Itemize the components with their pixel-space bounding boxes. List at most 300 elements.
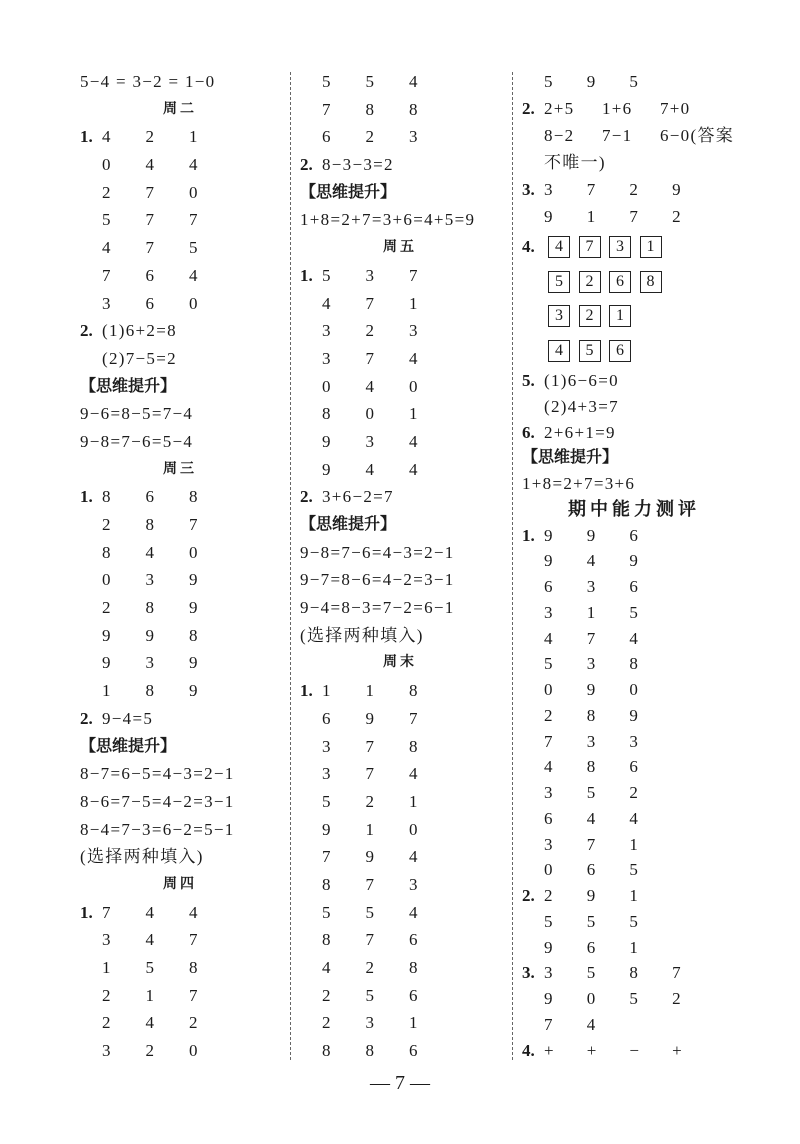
answer-digit: 2 (322, 1013, 332, 1033)
answer-row (522, 909, 746, 935)
answer-cells (102, 206, 233, 234)
answer-cells (322, 400, 453, 428)
answer-digit: 5 (629, 602, 640, 622)
answer-line: 8−4=7−3=6−2=5−1 (80, 819, 235, 839)
answer-line: 5−4 = 3−2 = 1−0 (80, 72, 216, 91)
answer-digit: 1+6 (602, 99, 633, 118)
answer-digit: 7 (586, 628, 597, 648)
answer-row (80, 954, 280, 982)
thinking-banner: 【思维提升】 (522, 449, 619, 467)
answer-row (80, 483, 280, 511)
answer-row (522, 203, 746, 230)
answer-digit: 4 (586, 808, 597, 828)
answer-cells (102, 677, 233, 705)
answer-digit: 3 (629, 731, 640, 751)
answer-cells (102, 483, 233, 511)
column-divider-right (512, 72, 513, 1060)
answer-row (522, 935, 746, 961)
answer-digit: 2 (365, 127, 376, 147)
answer-row (300, 483, 500, 511)
answer-row (80, 234, 280, 262)
answer-digit: 7 (409, 265, 419, 285)
answer-row (80, 317, 280, 345)
column-divider-left (290, 72, 291, 1060)
question-number: 2. (522, 99, 535, 118)
answer-box: 6 (609, 271, 631, 293)
answer-digit: 1 (365, 819, 376, 839)
answer-cells (544, 780, 672, 806)
answer-line: 9−4=8−3=7−2=6−1 (300, 598, 455, 618)
answer-cells (102, 1037, 233, 1065)
answer-digit: 2 (365, 791, 376, 811)
section-heading: 周五 (383, 240, 417, 256)
answer-digit: 2 (102, 985, 112, 1005)
answer-line: (选择两种填入) (300, 625, 424, 645)
answer-cells (544, 68, 672, 95)
answer-line: 9−8=7−6=5−4 (80, 431, 194, 451)
answer-cells (544, 95, 718, 122)
answer-digit: 9 (145, 625, 156, 645)
answer-digit: 1 (365, 681, 376, 701)
answer-cells (322, 1037, 453, 1065)
answer-line: 1+8=2+7=3+6 (522, 474, 636, 493)
answer-digit: 1 (586, 207, 597, 226)
answer-digit: 5 (365, 985, 376, 1005)
answer-box: 1 (609, 305, 631, 327)
answer-digit: 5 (544, 72, 554, 91)
answer-row (522, 420, 746, 446)
answer-digit: 5 (629, 860, 640, 880)
answer-row (80, 982, 280, 1010)
answer-text: 9−4=5 (102, 708, 154, 728)
answer-digit: 8 (409, 736, 419, 756)
answer-line: 1+8=2+7=3+6=4+5=9 (300, 210, 476, 230)
answer-digit: 3 (145, 570, 156, 590)
answer-box: 8 (640, 271, 662, 293)
answer-digit: 5 (189, 238, 199, 258)
answer-row (300, 262, 500, 290)
answer-box: 4 (548, 340, 570, 362)
answer-row (80, 179, 280, 207)
answer-digit: 7 (189, 930, 199, 950)
answer-cells (322, 705, 453, 733)
answer-cells (102, 954, 233, 982)
answer-digit: 3 (586, 731, 597, 751)
answer-digit: 6 (544, 808, 554, 828)
answer-digit: 5 (365, 902, 376, 922)
answer-cells (322, 677, 453, 705)
answer-digit: 5 (544, 654, 554, 674)
answer-text: (2)7−5=2 (102, 348, 177, 368)
answer-digit: 9 (322, 459, 332, 479)
answer-row (80, 206, 280, 234)
question-number: 3. (522, 963, 535, 983)
answer-cells (102, 649, 233, 677)
answer-digit: 3 (544, 783, 554, 802)
answer-digit: 4 (102, 238, 112, 258)
answer-digit: 8 (409, 958, 419, 977)
answer-digit: 0 (189, 293, 199, 313)
answer-row (300, 373, 500, 401)
answer-cells (322, 926, 453, 954)
answer-digit: 4 (145, 155, 156, 175)
answer-digit: 7 (544, 1014, 554, 1034)
answer-digit: 9 (544, 551, 554, 571)
answer-digit: 5 (322, 72, 332, 91)
answer-digit: 2 (102, 598, 112, 618)
answer-digit: 4 (365, 459, 376, 479)
answer-row (300, 428, 500, 456)
answer-row (522, 548, 746, 574)
answer-digit: 2 (365, 958, 376, 977)
answer-digit: 7 (145, 182, 156, 202)
question-number: 1. (80, 127, 93, 147)
answer-cells (322, 96, 453, 124)
answer-cells (322, 317, 453, 345)
answer-cells (322, 982, 453, 1010)
thinking-banner: 【思维提升】 (300, 183, 397, 201)
answer-row (80, 926, 280, 954)
answer-row (300, 123, 500, 151)
answer-digit: 1 (409, 791, 419, 811)
answer-digit: 9 (544, 989, 554, 1008)
answer-text: 2+6+1=9 (544, 422, 616, 442)
answer-cells (102, 290, 233, 318)
answer-digit: 4 (102, 127, 112, 147)
answer-digit: 6 (409, 930, 419, 950)
section-title: 期中能力测评 (568, 498, 700, 519)
answer-digit: 9 (586, 886, 597, 905)
answer-digit: 9 (544, 937, 554, 957)
question-number: 1. (80, 487, 93, 507)
answer-line: (选择两种填入) (80, 847, 204, 867)
answer-digit: 4 (409, 72, 419, 91)
answer-digit: 3 (365, 265, 376, 285)
answer-digit: 4 (145, 902, 156, 922)
answer-row (300, 1037, 500, 1065)
answer-row (300, 317, 500, 345)
answer-digit: 2 (544, 886, 554, 905)
answer-digit: 9 (586, 72, 597, 91)
answer-digit: 5 (322, 902, 332, 922)
answer-digit: 0 (586, 989, 597, 1008)
answer-digit: 6 (586, 860, 597, 880)
answer-digit: 6 (145, 293, 156, 313)
answer-digit: 2 (629, 783, 640, 802)
answer-row (522, 68, 746, 95)
answer-digit: 3 (102, 293, 112, 313)
answer-digit: 6 (145, 487, 156, 507)
question-number: 4. (522, 237, 535, 256)
answer-cells (544, 909, 672, 935)
answer-digit: 6 (409, 985, 419, 1005)
answer-row (522, 651, 746, 677)
answer-cells (544, 986, 715, 1012)
answer-row (300, 96, 500, 124)
answer-text: (1)6+2=8 (102, 321, 177, 341)
answer-digit: 4 (145, 930, 156, 950)
answer-digit: 6 (409, 1041, 419, 1061)
answer-box: 3 (548, 305, 570, 327)
answer-row (522, 960, 746, 986)
answer-digit: 8 (586, 705, 597, 725)
answer-digit: 9 (629, 705, 640, 725)
answer-cells (544, 883, 672, 909)
answer-cells (102, 262, 233, 290)
answer-cells (322, 345, 453, 373)
answer-row (300, 954, 500, 982)
answer-line: 9−8=7−6=4−3=2−1 (300, 542, 455, 562)
answer-cells (544, 677, 672, 703)
answer-digit: 1 (629, 886, 640, 905)
answer-digit: 1 (189, 127, 199, 147)
answer-row (522, 574, 746, 600)
answer-cells (102, 982, 233, 1010)
answer-digit: 8−2 (544, 126, 575, 145)
answer-cells (102, 539, 233, 567)
answer-digit: + (672, 1040, 683, 1060)
answer-cells (544, 523, 672, 549)
answer-digit: 4 (189, 265, 199, 285)
answer-digit: 0 (544, 860, 554, 880)
answer-digit: 2+5 (544, 99, 575, 118)
answer-row (300, 733, 500, 761)
answer-digit: 9 (629, 551, 640, 571)
answer-row (300, 677, 500, 705)
answer-digit: 2 (672, 207, 682, 226)
answer-row (522, 394, 746, 420)
answer-row (522, 334, 746, 369)
answer-digit: 3 (322, 348, 332, 368)
answer-digit: 3 (102, 930, 112, 950)
question-number: 1. (522, 525, 535, 545)
answer-digit: 7 (586, 834, 597, 854)
question-number: 1. (80, 902, 93, 922)
answer-cells (322, 733, 453, 761)
answer-cells (322, 68, 453, 96)
answer-row (522, 299, 746, 334)
answer-digit: 9 (102, 653, 112, 673)
answer-digit: 6 (586, 937, 597, 957)
answer-digit: 0 (102, 155, 112, 175)
question-number: 6. (522, 422, 535, 442)
answer-row (80, 705, 280, 733)
answer-row (80, 899, 280, 927)
answer-row (522, 122, 746, 149)
answer-digit: 8 (102, 487, 112, 507)
answer-digit: 0 (102, 570, 112, 590)
answer-digit: 8 (145, 515, 156, 534)
answer-digit: 3 (322, 736, 332, 756)
answer-cells (322, 954, 453, 982)
answer-digit: 7 (189, 515, 199, 534)
answer-digit: 8 (189, 487, 199, 507)
answer-row (300, 290, 500, 318)
answer-box: 1 (640, 236, 662, 258)
question-number: 2. (300, 487, 313, 507)
answer-row (522, 230, 746, 265)
answer-row (80, 566, 280, 594)
answer-row (522, 368, 746, 394)
answer-row (300, 1009, 500, 1037)
answer-row (300, 816, 500, 844)
question-number: 2. (80, 708, 93, 728)
answer-cells (322, 456, 453, 484)
answer-digit: 3 (586, 654, 597, 674)
answer-digit: 7 (672, 963, 682, 983)
answer-digit: 7 (365, 874, 376, 894)
answer-digit: 3 (544, 834, 554, 854)
answer-digit: 7 (189, 210, 199, 230)
answer-row (522, 600, 746, 626)
answer-row (300, 982, 500, 1010)
answer-digit: 7 (145, 238, 156, 258)
answer-row (522, 176, 746, 203)
answer-digit: 6 (629, 757, 640, 777)
section-heading: 周末 (383, 655, 417, 671)
answer-digit: 5 (145, 958, 156, 977)
answer-row (522, 754, 746, 780)
section-heading: 周二 (163, 101, 197, 117)
answer-cells (544, 729, 672, 755)
answer-digit: 1 (145, 985, 156, 1005)
answer-row (522, 883, 746, 909)
answer-cells (102, 926, 233, 954)
answer-digit: + (544, 1040, 555, 1060)
answer-digit: + (586, 1040, 598, 1060)
answer-cells (322, 1009, 453, 1037)
question-number: 1. (300, 265, 313, 285)
answer-line: 9−7=8−6=4−2=3−1 (300, 570, 455, 590)
answer-digit: 9 (189, 653, 199, 673)
answer-digit: 2 (145, 1041, 156, 1061)
answer-row (522, 780, 746, 806)
answer-digit: 7 (365, 348, 376, 368)
answer-row (300, 760, 500, 788)
answer-row (522, 677, 746, 703)
answer-digit: 5 (365, 72, 376, 91)
answer-digit: 9 (189, 681, 199, 701)
answer-cells (322, 899, 453, 927)
answer-digit: 4 (189, 902, 199, 922)
answer-row (300, 705, 500, 733)
answer-digit: 3 (409, 321, 419, 341)
answer-cells (322, 123, 453, 151)
answer-row (300, 68, 500, 96)
answer-digit: 7 (102, 902, 112, 922)
answer-cells (544, 176, 715, 203)
answer-row (300, 788, 500, 816)
answer-cells (544, 574, 672, 600)
answer-cells (322, 262, 453, 290)
answer-digit: 2 (145, 127, 156, 147)
question-number: 2. (80, 321, 93, 341)
answer-cells (322, 428, 453, 456)
answer-digit: 4 (189, 155, 199, 175)
answer-line: 8−6=7−5=4−2=3−1 (80, 791, 235, 811)
answer-row (80, 511, 280, 539)
answer-row (80, 262, 280, 290)
answer-digit: 2 (189, 1013, 199, 1033)
answer-digit: 9 (672, 180, 682, 199)
answer-box: 2 (579, 305, 601, 327)
answer-digit: 9 (544, 207, 554, 226)
answer-boxes (548, 271, 662, 293)
answer-row (522, 806, 746, 832)
answer-boxes (548, 305, 631, 327)
answer-digit: 5 (629, 989, 640, 1008)
answer-digit: 8 (409, 99, 419, 119)
section-heading: 周三 (163, 461, 197, 477)
answer-cells (544, 832, 672, 858)
answer-digit: 3 (365, 1013, 376, 1033)
answer-digit: 0 (322, 376, 332, 396)
answer-digit: 7−1 (602, 126, 633, 145)
answer-digit: 2 (544, 705, 554, 725)
answer-digit: 6 (629, 525, 640, 545)
answer-digit: 1 (102, 681, 112, 701)
answer-digit: 8 (629, 654, 640, 674)
answer-digit: 9 (322, 819, 332, 839)
answer-column-middle (300, 68, 500, 1065)
answer-column-right (522, 68, 746, 1063)
answer-row (80, 1037, 280, 1065)
answer-cells (102, 179, 233, 207)
answer-cells (102, 899, 233, 927)
answer-digit: 1 (586, 602, 597, 622)
answer-row (522, 986, 746, 1012)
answer-digit: 3 (102, 1041, 112, 1061)
answer-text: 3+6−2=7 (322, 487, 394, 507)
answer-digit: 5 (629, 911, 640, 931)
answer-cells (102, 1009, 233, 1037)
answer-cells (322, 290, 453, 318)
answer-digit: 2 (365, 321, 376, 341)
answer-digit: 2 (102, 1013, 112, 1033)
answer-digit: 8 (322, 404, 332, 424)
answer-digit: 7 (145, 210, 156, 230)
answer-digit: 7 (322, 99, 332, 119)
answer-digit: 4 (544, 628, 554, 648)
answer-cells (102, 622, 233, 650)
answer-digit: 0 (409, 819, 419, 839)
answer-digit: 1 (409, 293, 419, 313)
answer-cells (544, 651, 672, 677)
answer-cells (544, 1012, 629, 1038)
answer-digit: 4 (365, 376, 376, 396)
answer-box: 3 (609, 236, 631, 258)
answer-digit: 2 (322, 985, 332, 1005)
answer-digit: 4 (409, 348, 419, 368)
answer-digit: 7 (629, 207, 640, 226)
answer-digit: 4 (409, 902, 419, 922)
answer-digit: 7 (409, 708, 419, 728)
answer-digit: 8 (409, 681, 419, 701)
answer-row (522, 95, 746, 122)
answer-digit: 5 (586, 911, 597, 931)
answer-boxes (548, 340, 631, 362)
answer-digit: 4 (322, 293, 332, 313)
question-number: 1. (300, 681, 313, 701)
answer-cells (544, 548, 672, 574)
answer-digit: 9 (102, 625, 112, 645)
answer-digit: 0 (629, 680, 640, 699)
answer-digit: 9 (189, 598, 199, 618)
answer-digit: 1 (409, 1013, 419, 1033)
section-heading: 周四 (163, 876, 197, 892)
question-number: 5. (522, 371, 535, 390)
answer-digit: 8 (586, 757, 597, 777)
